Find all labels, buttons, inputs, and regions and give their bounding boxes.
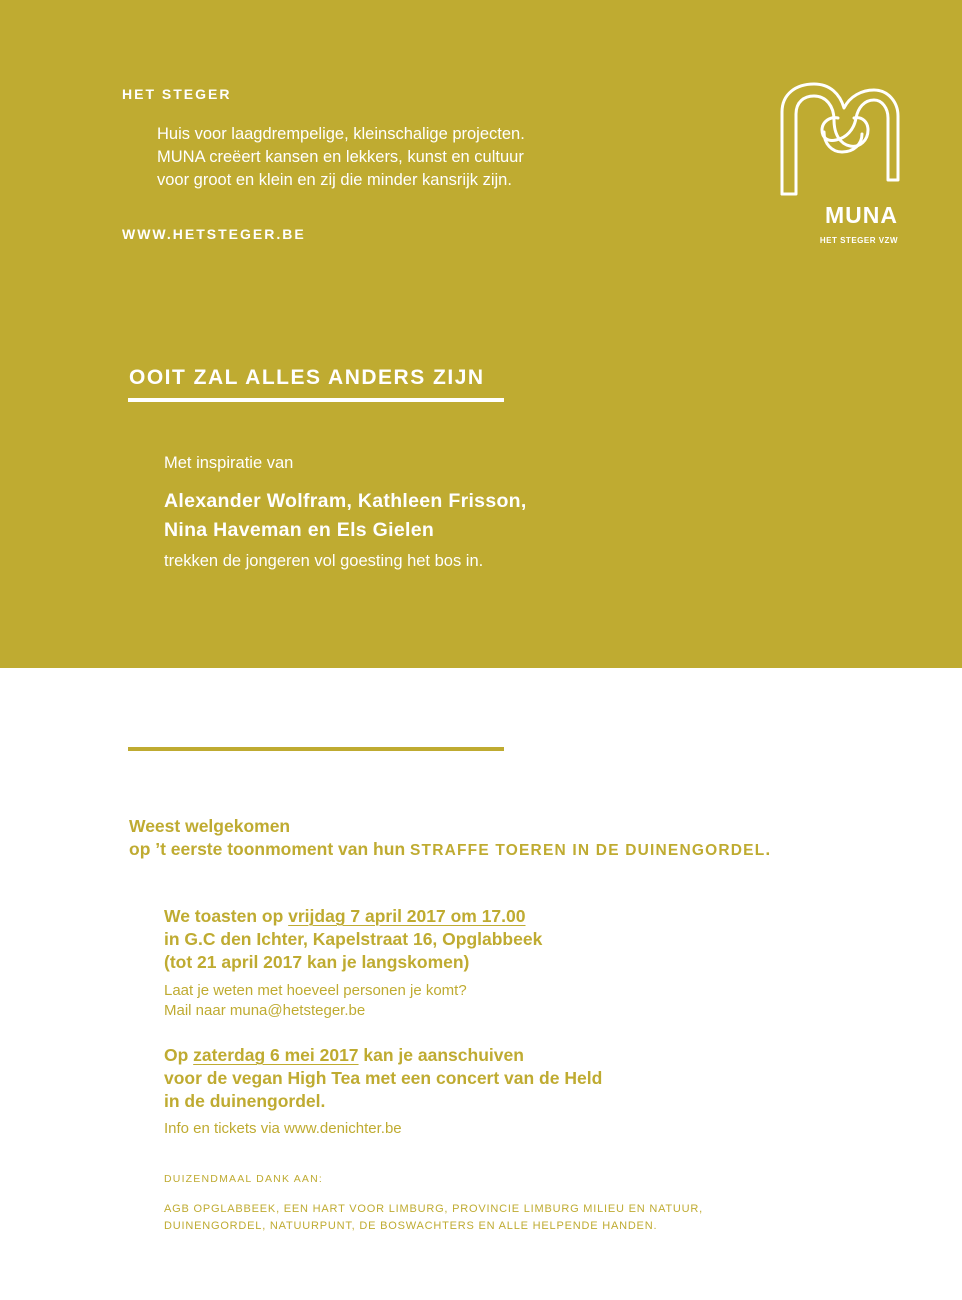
- inspiration-intro: Met inspiratie van: [164, 454, 294, 472]
- welcome-project-name: STRAFFE TOEREN IN DE DUINENGORDEL: [410, 842, 766, 859]
- event-high-tea-prefix: Op: [164, 1045, 194, 1065]
- welcome-line-2: [129, 838, 869, 862]
- event-high-tea-line-3: in de duinengordel.: [164, 1091, 326, 1111]
- event-high-tea-suffix: kan je aanschuiven: [358, 1045, 524, 1065]
- org-description: Huis voor laagdrempelige, kleinschalige projecten. MUNA creëert kansen en lekkers, kunst en cultuur voor groot en klein en zij die minder kansrijk zijn.: [157, 125, 525, 189]
- headline-underline: [128, 398, 504, 402]
- inspiration-outro: trekken de jongeren vol goesting het bos in.: [164, 552, 484, 570]
- welcome-suffix: .: [765, 839, 771, 859]
- artist-names: Alexander Wolfram, Kathleen Frisson, Nina Haveman en Els Gielen: [164, 490, 527, 541]
- event-opening-date: vrijdag 7 april 2017 om 17.00: [288, 906, 526, 926]
- org-name: HET STEGER: [122, 86, 232, 102]
- section-divider: [128, 747, 504, 751]
- welcome-block: [129, 815, 869, 862]
- welcome-line-1: Weest welgekomen: [129, 816, 291, 836]
- rsvp-note: Laat je weten met hoeveel personen je komt? Mail naar muna@hetsteger.be: [164, 982, 467, 1019]
- welcome-prefix: op ’t eerste toonmoment van hun: [129, 839, 410, 859]
- logo-wordmark: MUNA: [825, 202, 898, 228]
- event-high-tea-line-2: voor de vegan High Tea met een concert van de Held: [164, 1068, 603, 1088]
- event-opening: [164, 905, 724, 974]
- event-opening-line-1: [164, 905, 724, 928]
- tickets-info: Info en tickets via www.denichter.be: [164, 1120, 402, 1137]
- event-high-tea: [164, 1044, 724, 1113]
- headline: OOIT ZAL ALLES ANDERS ZIJN: [129, 366, 485, 389]
- event-opening-until: (tot 21 april 2017 kan je langskomen): [164, 952, 470, 972]
- org-url-link[interactable]: WWW.HETSTEGER.BE: [122, 226, 306, 242]
- event-high-tea-line-1: [164, 1044, 724, 1067]
- thanks-list: AGB OPGLABBEEK, EEN HART VOOR LIMBURG, PROVINCIE LIMBURG MILIEU EN NATUUR, DUINENGORDEL, NATUURPUNT, DE BOSWACHTERS EN ALLE HELPENDE HANDEN.: [164, 1203, 704, 1232]
- thanks-title: DUIZENDMAAL DANK AAN:: [164, 1173, 324, 1185]
- logo-subtitle: HET STEGER VZW: [819, 236, 898, 245]
- event-opening-location: in G.C den Ichter, Kapelstraat 16, Opglabbeek: [164, 929, 543, 949]
- event-high-tea-date: zaterdag 6 mei 2017: [193, 1045, 359, 1065]
- event-opening-prefix: We toasten op: [164, 906, 289, 926]
